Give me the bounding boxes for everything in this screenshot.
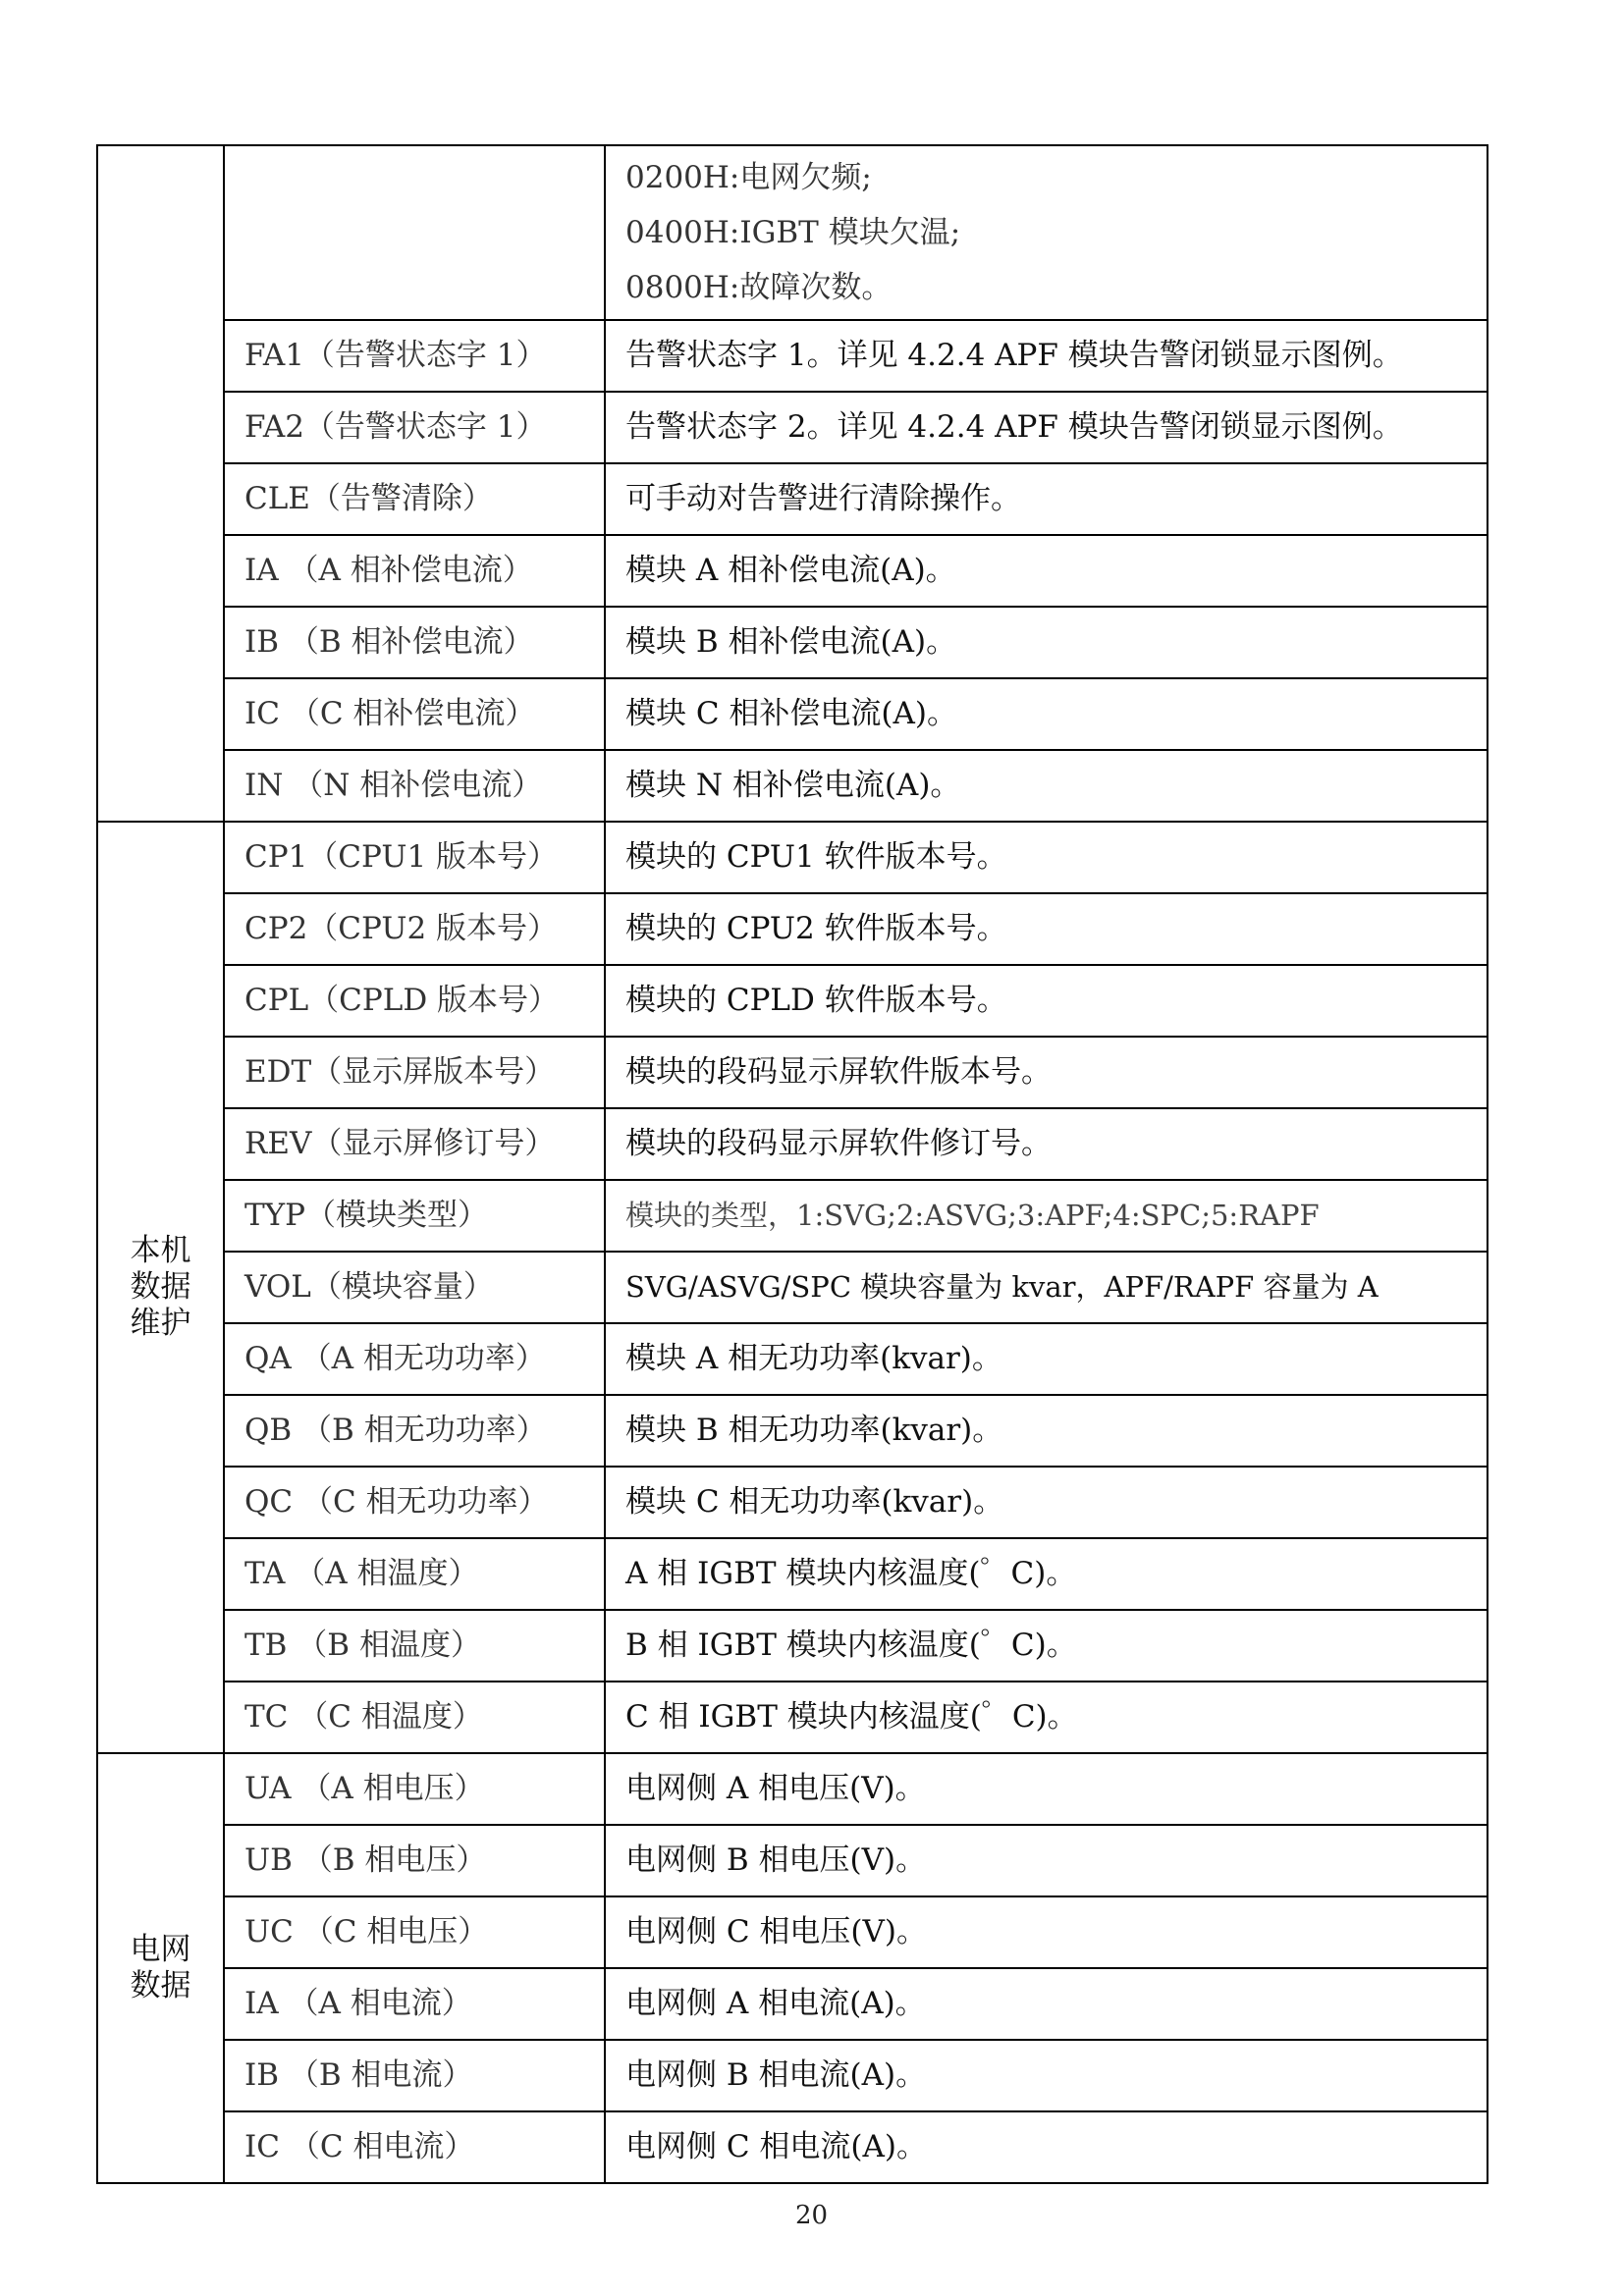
param-cell: IB （B 相电流） — [224, 2040, 605, 2111]
category-label-line: 电网 — [130, 1931, 191, 1967]
param-cell: EDT（显示屏版本号） — [224, 1037, 605, 1108]
desc-cell: C 相 IGBT 模块内核温度(゜C)。 — [605, 1682, 1488, 1753]
table-row — [97, 750, 1488, 822]
desc-cell: 告警状态字 1。详见 4.2.4 APF 模块告警闭锁显示图例。 — [605, 320, 1488, 392]
param-cell: REV（显示屏修订号） — [224, 1108, 605, 1180]
table-row — [97, 1467, 1488, 1538]
param-cell: TC （C 相温度） — [224, 1682, 605, 1753]
desc-multiline — [625, 146, 1487, 319]
table-row — [97, 1968, 1488, 2040]
page-number: 20 — [794, 2201, 829, 2230]
param-cell: TA （A 相温度） — [224, 1538, 605, 1610]
desc-cell: 模块 B 相补偿电流(A)。 — [605, 607, 1488, 678]
param-cell: CP2（CPU2 版本号） — [224, 893, 605, 965]
table-row — [97, 145, 1488, 320]
table-row — [97, 965, 1488, 1037]
table-row — [97, 678, 1488, 750]
desc-cell: 可手动对告警进行清除操作。 — [605, 463, 1488, 535]
category-label-line: 维护 — [130, 1306, 191, 1342]
desc-cell: SVG/ASVG/SPC 模块容量为 kvar，APF/RAPF 容量为 A — [605, 1252, 1488, 1323]
table-row — [97, 320, 1488, 392]
param-cell: UA （A 相电压） — [224, 1753, 605, 1825]
category-cell-continued — [97, 145, 224, 822]
desc-cell: 电网侧 A 相电流(A)。 — [605, 1968, 1488, 2040]
category-cell-grid-data — [97, 1753, 224, 2183]
table-row — [97, 1682, 1488, 1753]
desc-cell: 模块的 CPU1 软件版本号。 — [605, 822, 1488, 893]
param-cell: IN （N 相补偿电流） — [224, 750, 605, 822]
param-cell: FA1（告警状态字 1） — [224, 320, 605, 392]
table-row — [97, 1037, 1488, 1108]
desc-cell: 电网侧 B 相电压(V)。 — [605, 1825, 1488, 1896]
param-cell: UB （B 相电压） — [224, 1825, 605, 1896]
table-row — [97, 2111, 1488, 2183]
table-row — [97, 1108, 1488, 1180]
desc-cell: 模块 A 相补偿电流(A)。 — [605, 535, 1488, 607]
param-cell — [224, 145, 605, 320]
table-row — [97, 607, 1488, 678]
desc-cell: 模块 C 相补偿电流(A)。 — [605, 678, 1488, 750]
category-cell-local-data — [97, 822, 224, 1753]
table-row — [97, 1180, 1488, 1252]
param-cell: QC （C 相无功功率） — [224, 1467, 605, 1538]
param-cell: UC （C 相电压） — [224, 1896, 605, 1968]
param-cell: TB （B 相温度） — [224, 1610, 605, 1682]
desc-line: 0200H:电网欠频; — [625, 160, 872, 195]
desc-cell: 模块 C 相无功功率(kvar)。 — [605, 1467, 1488, 1538]
table-row — [97, 1252, 1488, 1323]
param-cell: IA （A 相补偿电流） — [224, 535, 605, 607]
desc-cell: A 相 IGBT 模块内核温度(゜C)。 — [605, 1538, 1488, 1610]
desc-cell: 模块 B 相无功功率(kvar)。 — [605, 1395, 1488, 1467]
param-cell: QA （A 相无功功率） — [224, 1323, 605, 1395]
parameter-table-body — [97, 145, 1488, 2183]
table-row — [97, 1896, 1488, 1968]
desc-line: 0400H:IGBT 模块欠温; — [625, 215, 961, 250]
table-row — [97, 392, 1488, 463]
param-cell: QB （B 相无功功率） — [224, 1395, 605, 1467]
param-cell: IB （B 相补偿电流） — [224, 607, 605, 678]
param-cell: IC （C 相补偿电流） — [224, 678, 605, 750]
table-row — [97, 893, 1488, 965]
table-row — [97, 535, 1488, 607]
param-cell: VOL（模块容量） — [224, 1252, 605, 1323]
desc-cell: 电网侧 A 相电压(V)。 — [605, 1753, 1488, 1825]
table-row — [97, 1610, 1488, 1682]
desc-cell: 模块 N 相补偿电流(A)。 — [605, 750, 1488, 822]
table-row — [97, 1395, 1488, 1467]
param-cell: CPL（CPLD 版本号） — [224, 965, 605, 1037]
desc-cell: 电网侧 C 相电流(A)。 — [605, 2111, 1488, 2183]
table-row — [97, 822, 1488, 893]
category-label-line: 数据 — [130, 1268, 191, 1305]
desc-cell: 模块的 CPU2 软件版本号。 — [605, 893, 1488, 965]
desc-cell: 模块的类型，1:SVG;2:ASVG;3:APF;4:SPC;5:RAPF — [605, 1180, 1488, 1252]
table-row — [97, 463, 1488, 535]
table-row — [97, 1538, 1488, 1610]
table-row — [97, 1323, 1488, 1395]
desc-cell: 电网侧 C 相电压(V)。 — [605, 1896, 1488, 1968]
desc-cell — [605, 145, 1488, 320]
param-cell: TYP（模块类型） — [224, 1180, 605, 1252]
category-label-line: 本机 — [130, 1232, 191, 1268]
desc-cell: 模块的段码显示屏软件修订号。 — [605, 1108, 1488, 1180]
table-row — [97, 1825, 1488, 1896]
desc-cell: 模块的段码显示屏软件版本号。 — [605, 1037, 1488, 1108]
param-cell: CLE（告警清除） — [224, 463, 605, 535]
desc-cell: 电网侧 B 相电流(A)。 — [605, 2040, 1488, 2111]
table-row — [97, 2040, 1488, 2111]
param-cell: IA （A 相电流） — [224, 1968, 605, 2040]
desc-cell: B 相 IGBT 模块内核温度(゜C)。 — [605, 1610, 1488, 1682]
param-cell: IC （C 相电流） — [224, 2111, 605, 2183]
param-cell: FA2（告警状态字 1） — [224, 392, 605, 463]
param-cell: CP1（CPU1 版本号） — [224, 822, 605, 893]
category-label-line: 数据 — [130, 1968, 191, 2003]
desc-line: 0800H:故障次数。 — [625, 270, 893, 305]
parameter-table — [96, 144, 1488, 2184]
table-row — [97, 1753, 1488, 1825]
desc-cell: 模块 A 相无功功率(kvar)。 — [605, 1323, 1488, 1395]
desc-cell: 告警状态字 2。详见 4.2.4 APF 模块告警闭锁显示图例。 — [605, 392, 1488, 463]
desc-cell: 模块的 CPLD 软件版本号。 — [605, 965, 1488, 1037]
